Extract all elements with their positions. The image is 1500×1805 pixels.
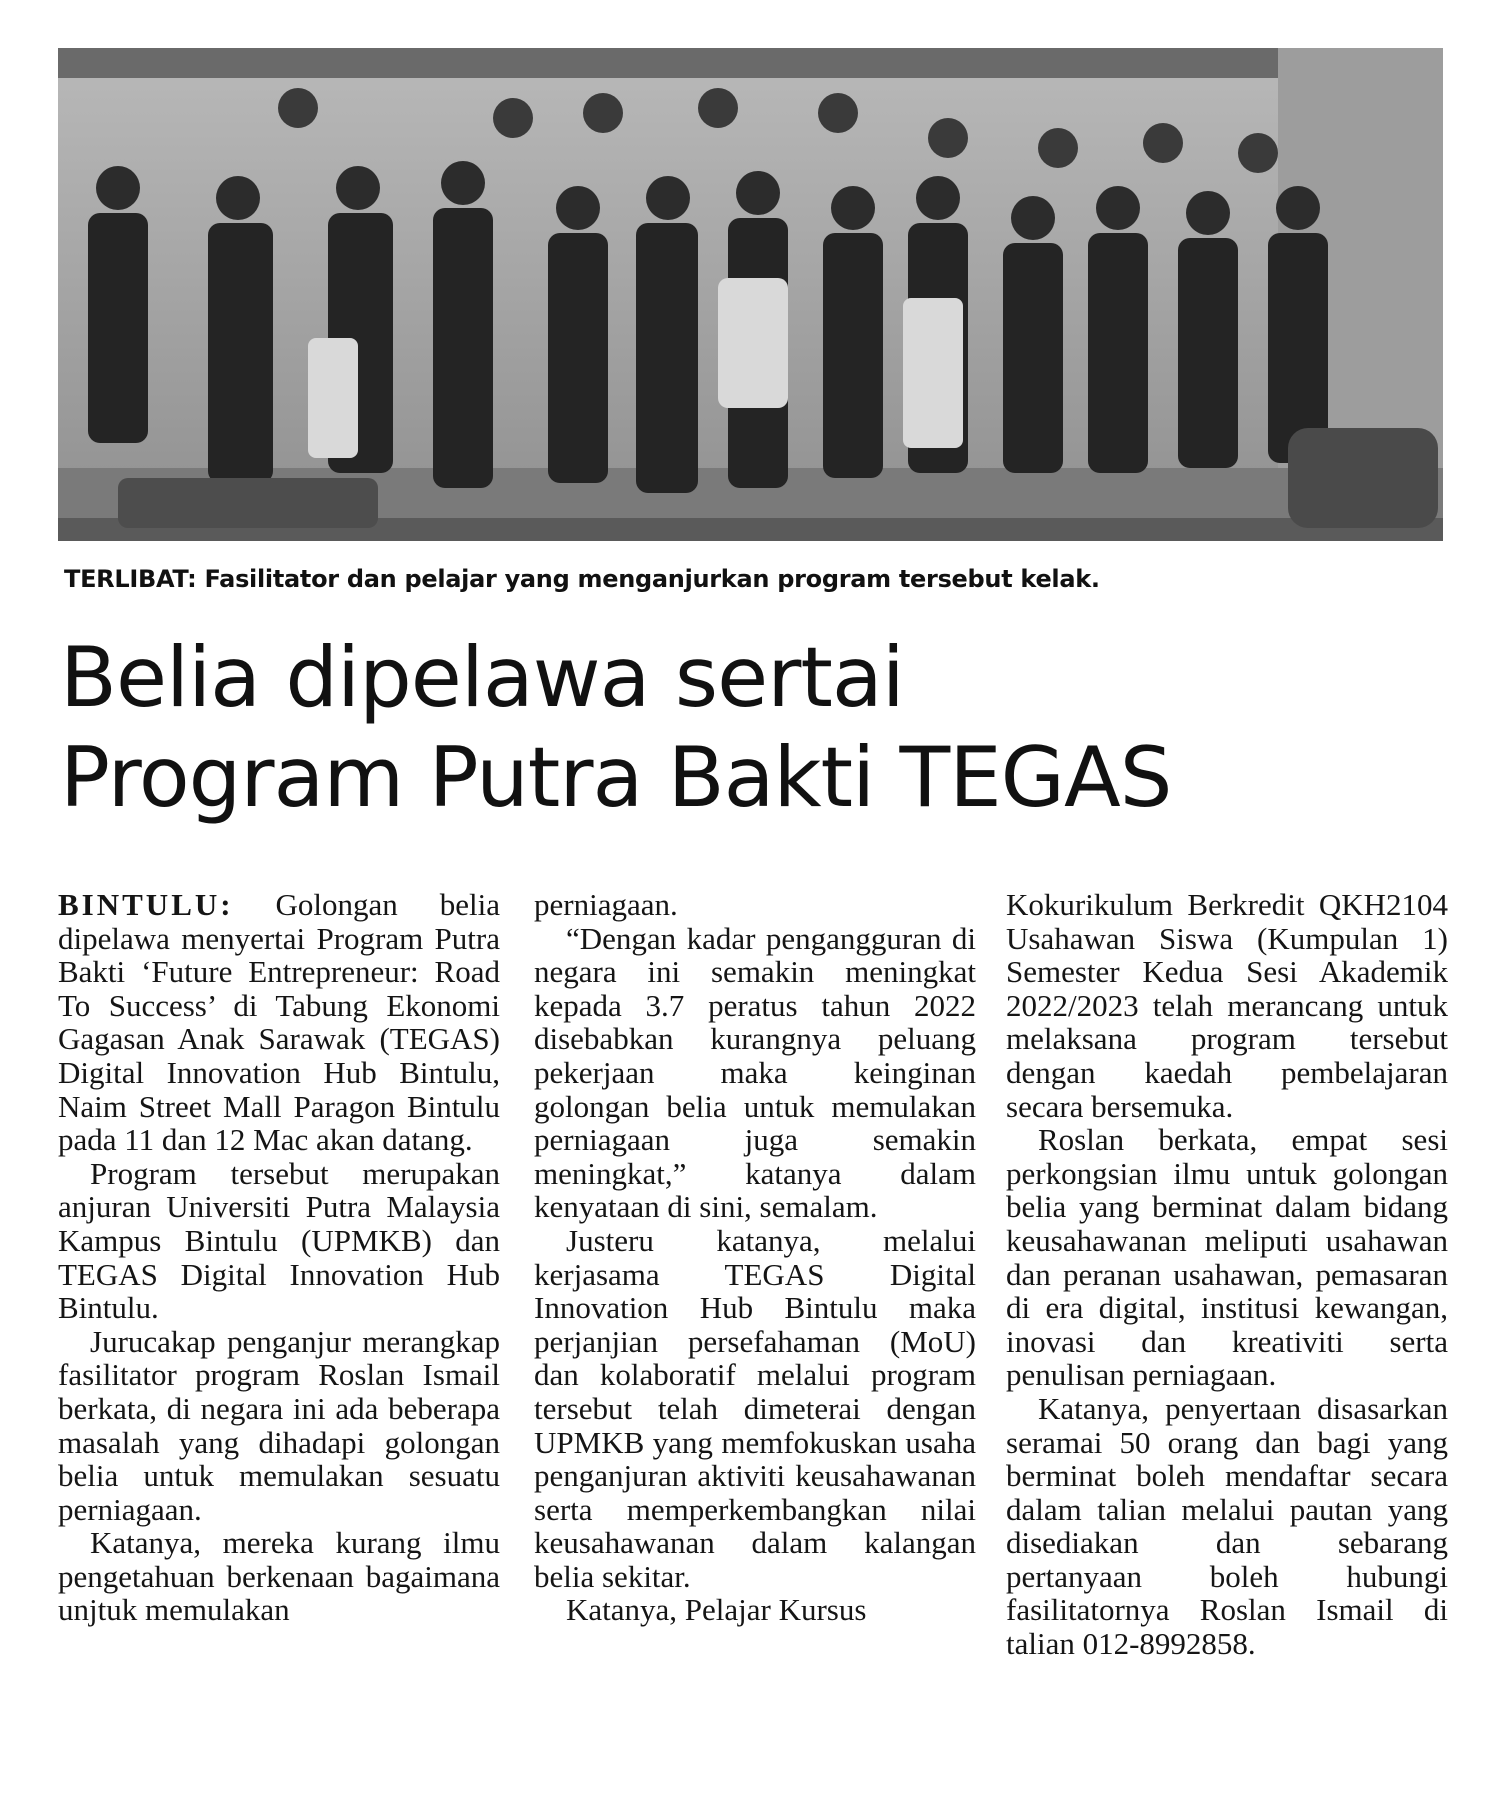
article-column-1 <box>58 888 500 1627</box>
headline-line-1: Belia dipelawa sertai <box>60 629 904 726</box>
article-paragraph: Jurucakap penganjur merangkap fasilitator program Roslan Ismail berkata, di negara ini ada beberapa masalah yang dihadapi golongan belia untuk memulakan sesuatu perniagaan. <box>58 1323 500 1527</box>
dateline: BINTULU: <box>58 887 234 922</box>
article-body <box>58 888 1448 1788</box>
photo-caption <box>64 565 1444 593</box>
caption-label: TERLIBAT: <box>64 565 197 593</box>
article-paragraph: Roslan berkata, empat sesi perkongsian ilmu untuk golongan belia yang berminat dalam bidang keusahawanan meliputi usahawan dan peranan usahawan, pemasaran di era digital, institusi kewangan, inovasi dan kreativiti serta penulisan perniagaan. <box>1006 1122 1448 1393</box>
article-column-2 <box>534 888 976 1627</box>
article-paragraph: Justeru katanya, melalui kerjasama TEGAS Digital Innovation Hub Bintulu maka perjanjian persefahaman (MoU) dan kolaboratif melalui program tersebut telah dimeterai dengan UPMKB yang memfokuskan usaha penganjuran aktiviti keusahawanan serta memperkembangkan nilai keusahawanan dalam kalangan belia sekitar. <box>534 1222 976 1594</box>
article-column-3 <box>1006 888 1448 1661</box>
headline-line-2: Program Putra Bakti TEGAS <box>60 729 1172 826</box>
article-paragraph: Katanya, mereka kurang ilmu pengetahuan berkenaan bagaimana unjtuk memulakan <box>58 1525 500 1628</box>
group-photo <box>58 48 1443 541</box>
article-paragraph: Katanya, penyertaan disasarkan seramai 50 orang dan bagi yang berminat boleh mendaftar secara dalam talian melalui pautan yang disediakan dan sebarang pertanyaan boleh hubungi fasilitatornya Roslan Ismail di talian 012-8992858. <box>1006 1390 1448 1662</box>
article-paragraph: “Dengan kadar pengangguran di negara ini semakin meningkat kepada 3.7 peratus tahun 2022 disebabkan kurangnya peluang pekerjaan maka keinginan golongan belia untuk memulakan perniagaan juga semakin meningkat,” katanya dalam kenyataan di sini, semalam. <box>534 920 976 1225</box>
article-paragraph: perniagaan. <box>534 887 678 922</box>
caption-text: Fasilitator dan pelajar yang menganjurkan program tersebut kelak. <box>196 565 1100 593</box>
group-photo-icon <box>58 48 1443 541</box>
article-paragraph: Katanya, Pelajar Kursus <box>566 1592 867 1628</box>
headline <box>60 628 1450 828</box>
article-paragraph: Kokurikulum Berkredit QKH2104 Usahawan Siswa (Kumpulan 1) Semester Kedua Sesi Akademik 2022/2023 telah merancang untuk melaksana program tersebut dengan kaedah pembelajaran secara bersemuka. <box>1006 887 1448 1124</box>
article-paragraph: Program tersebut merupakan anjuran Universiti Putra Malaysia Kampus Bintulu (UPMKB) dan TEGAS Digital Innovation Hub Bintulu. <box>58 1155 500 1326</box>
article-paragraph: BINTULU: Golongan belia dipelawa menyertai Program Putra Bakti ‘Future Entrepreneur: Road To Success’ di Tabung Ekonomi Gagasan Anak Sarawak (TEGAS) Digital Innovation Hub Bintulu, Naim Street Mall Paragon Bintulu pada 11 dan 12 Mac akan datang. <box>58 887 500 1158</box>
